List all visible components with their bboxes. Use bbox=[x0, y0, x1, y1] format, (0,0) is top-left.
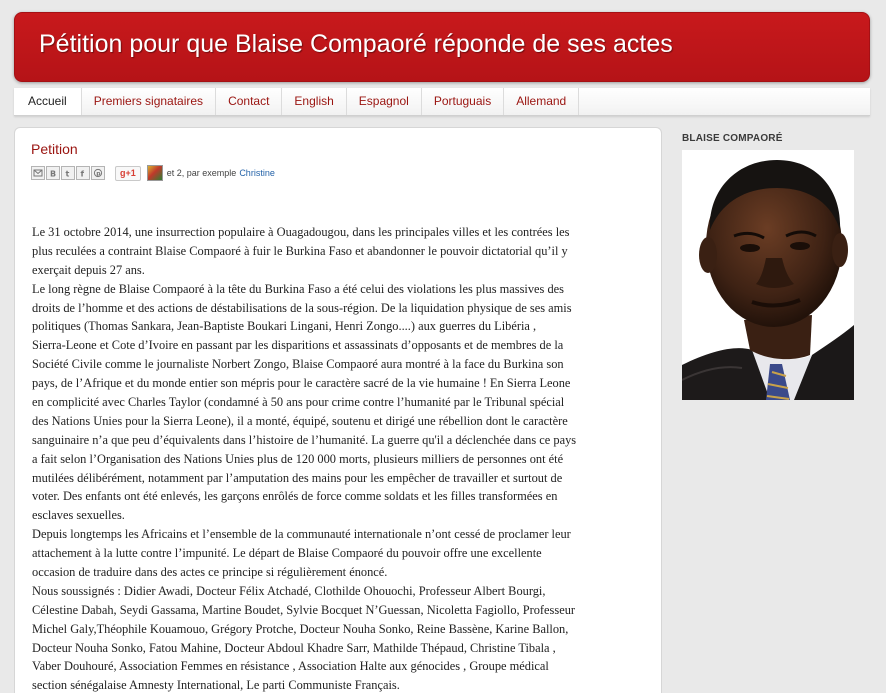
tab-portuguais[interactable]: Portuguais bbox=[422, 88, 504, 115]
tab-accueil[interactable]: Accueil bbox=[14, 88, 82, 115]
page-tabs-nav bbox=[14, 88, 870, 116]
post-body-line: Société Civile comme le journaliste Norbert Zongo, Blaise Compaoré aura montré à la face du Burkina son bbox=[32, 357, 564, 372]
svg-text:f: f bbox=[80, 169, 84, 179]
tab-espagnol[interactable]: Espagnol bbox=[347, 88, 422, 115]
post-body-line: Sierra-Leone et Cote d’Ivoire en passant par les disparitions et assassinats d’opposants et de membres de la bbox=[32, 338, 564, 353]
post-body-line: Le 31 octobre 2014, une insurrection populaire à Ouagadougou, dans les principales villes et les contrées les bbox=[32, 225, 570, 239]
pinterest-icon[interactable] bbox=[91, 166, 105, 180]
post-body-line: sanguinaire n’a que peu d’équivalents dans l’histoire de l’humanité. La guerre qu'il a déclenchée dans ce pays bbox=[32, 432, 577, 447]
post-body-line: section sénégalaise Amnesty International, Le parti Communiste Français. bbox=[32, 678, 400, 693]
post-body-line: voter. Des enfants ont été enlevés, les garçons enrôlés de force comme soldats et les filles transformées en bbox=[32, 489, 558, 504]
post-body-line: en complicité avec Charles Taylor (condamné à 50 ans pour crime contre l’humanité par le Tribunal spécial bbox=[32, 395, 565, 410]
post-body-line: pays, de l’Afrique et du monde entier son mépris pour le caractère sacré de la vie humaine ! En Sierra Leone bbox=[32, 376, 571, 391]
post-body-line: Le long règne de Blaise Compaoré à la tête du Burkina Faso a été celui des violations les plus massives des bbox=[32, 281, 564, 296]
post-body-line: attachement à la lutte contre l’impunité. Le départ de Blaise Compaoré du pouvoir offre une excellente bbox=[32, 546, 542, 561]
email-icon[interactable] bbox=[31, 166, 45, 180]
portrait-photo bbox=[682, 150, 854, 400]
post-body-line: politiques (Thomas Sankara, Jean-Baptiste Boukari Lingani, Henri Zongo....) aux guerres du Libéria , bbox=[32, 319, 537, 334]
svg-text:p: p bbox=[96, 170, 101, 178]
post-body-line: Vaber Douhouré, Association Femmes en résistance , Association Halte aux génocides , Groupe médical bbox=[32, 659, 549, 674]
post-body-line: occasion de traduire dans des actes ce principe si régulièrement énoncé. bbox=[32, 565, 388, 580]
plus-one-user-link[interactable]: Christine bbox=[239, 168, 275, 178]
post-title[interactable]: Petition bbox=[31, 141, 78, 157]
twitter-icon[interactable] bbox=[61, 166, 75, 180]
post-body-line: a fait selon l’Organisation des Nations Unies plus de 120 000 morts, plusieurs milliers de personnes ont été bbox=[32, 451, 564, 466]
post-body-line: plus reculées a contraint Blaise Compaoré à fuir le Burkina Faso et abandonner le pouvoir dictatorial qu’il y bbox=[32, 243, 568, 258]
svg-text:B: B bbox=[50, 169, 57, 179]
tab-contact[interactable]: Contact bbox=[216, 88, 282, 115]
svg-text:t: t bbox=[65, 169, 70, 179]
facebook-icon[interactable] bbox=[76, 166, 90, 180]
post-body-line: Nous soussignés : Didier Awadi, Docteur Félix Atchadé, Clothilde Ohouochi, Professeur Albert Bourgi, bbox=[32, 583, 546, 598]
plus-one-text: et 2, par exemple bbox=[166, 168, 237, 178]
post-body-line: Michel Galy,Théophile Kouamouo, Grégory Protche, Docteur Nouha Sonko, Reine Bassène, Karine Ballon, bbox=[32, 621, 569, 636]
post-body bbox=[32, 223, 652, 693]
blog-icon[interactable] bbox=[46, 166, 60, 180]
tab-english[interactable]: English bbox=[282, 88, 346, 115]
post-body-line: Depuis longtemps les Africains et l’ensemble de la communauté internationale n’ont cessé de proclamer leur bbox=[32, 527, 571, 542]
post-body-line: exerçait depuis 27 ans. bbox=[32, 262, 145, 277]
google-plus-one-button[interactable]: g+1 bbox=[115, 166, 141, 181]
blog-title[interactable]: Pétition pour que Blaise Compaoré réponde de ses actes bbox=[39, 30, 673, 58]
tab-premiers-signataires[interactable]: Premiers signataires bbox=[82, 88, 216, 115]
tab-allemand[interactable]: Allemand bbox=[504, 88, 579, 115]
post-body-line: des Nations Unies pour la Sierra Leone), il a monté, équipé, soutenu et dirigé une rébellion dont le caractère bbox=[32, 413, 568, 428]
post-body-line: mutilées délibérément, notamment par l’amputation des mains pour les empêcher de travailler et surtout de bbox=[32, 470, 563, 485]
plus-one-avatar[interactable] bbox=[147, 165, 163, 181]
main-post-column bbox=[14, 127, 662, 693]
blog-header bbox=[14, 12, 870, 82]
post-body-line: Docteur Nouha Sonko, Fatou Mahine, Docteur Abdoul Khadre Sarr, Mathilde Thépaud, Christine Tibala , bbox=[32, 640, 556, 655]
post-body-line: droits de l’homme et des actions de déstabilisations de la sous-région. De la liquidation physique de ses amis bbox=[32, 300, 572, 315]
sidebar-widget-title: BLAISE COMPAORÉ bbox=[682, 133, 783, 144]
post-body-line: Célestine Dabah, Seydi Gassama, Martine Boudet, Sylvie Bocquet N’Guessan, Nicoletta Fagiollo, Professeur bbox=[32, 602, 576, 617]
share-bar bbox=[31, 165, 275, 181]
post-body-line: esclaves sexuelles. bbox=[32, 508, 125, 523]
